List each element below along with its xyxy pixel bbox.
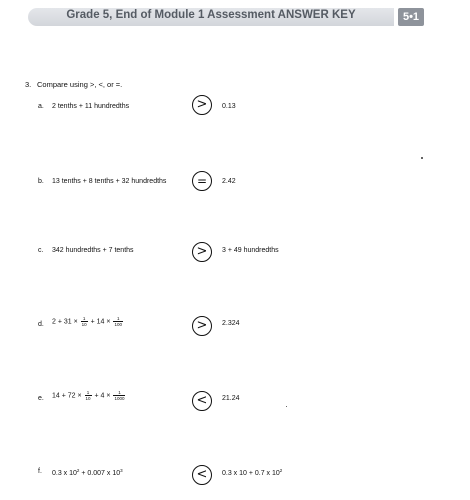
item-expression: 342 hundredths + 7 tenths <box>52 247 134 254</box>
fraction <box>113 316 123 327</box>
scan-speck <box>421 157 423 159</box>
expr-part: 2 + 31 × <box>52 318 78 326</box>
item-answer: 3 + 49 hundredths <box>222 247 279 254</box>
header-bar <box>28 8 394 26</box>
item-letter: f. <box>38 468 42 475</box>
fraction <box>113 390 125 401</box>
item-a <box>0 95 470 125</box>
exponent: 2 <box>279 468 283 473</box>
item-answer <box>222 468 282 477</box>
exponent: 3 <box>120 468 123 473</box>
expr-part: + 4 × <box>94 392 111 400</box>
item-letter: d. <box>38 321 44 328</box>
expr-part: + 0.007 x 10 <box>79 470 121 477</box>
module-badge: 5•1 <box>398 8 424 26</box>
item-expression: 13 tenths + 8 tenths + 32 hundredths <box>52 178 167 185</box>
item-answer: 2.324 <box>222 320 240 327</box>
item-expression <box>52 316 124 327</box>
fraction-numerator: 1 <box>113 390 125 396</box>
item-answer: 0.13 <box>222 103 236 110</box>
exponent: 2 <box>76 468 80 473</box>
fraction-denominator: 1000 <box>114 396 125 401</box>
fraction-denominator: 10 <box>85 396 91 401</box>
fraction-denominator: 100 <box>114 322 122 327</box>
page-title: Grade 5, End of Module 1 Assessment ANSWER KEY <box>66 9 356 21</box>
fraction-numerator: 1 <box>81 316 88 322</box>
item-e <box>0 385 470 415</box>
answer-part: 0.3 x 10 + 0.7 x 10 <box>222 470 280 477</box>
expr-part: 0.3 x 10 <box>52 470 77 477</box>
comparison-circle: > <box>192 316 212 336</box>
scan-speck <box>286 406 287 407</box>
fraction-numerator: 1 <box>85 390 92 396</box>
item-letter: b. <box>38 178 44 185</box>
item-f <box>0 460 470 490</box>
expr-part: + 14 × <box>90 318 111 326</box>
question-number: 3. <box>25 80 32 89</box>
comparison-circle: < <box>192 465 212 485</box>
item-b <box>0 170 470 200</box>
question-prompt: Compare using >, <, or =. <box>37 80 123 89</box>
item-expression: 2 tenths + 11 hundredths <box>52 103 130 110</box>
expr-part: 14 + 72 × <box>52 392 82 400</box>
fraction-denominator: 10 <box>81 322 87 327</box>
item-d <box>0 312 470 342</box>
item-letter: c. <box>38 247 44 254</box>
item-answer: 21.24 <box>222 395 240 402</box>
item-letter: a. <box>38 103 44 110</box>
comparison-circle: = <box>192 171 212 191</box>
comparison-circle: < <box>192 391 212 411</box>
item-c <box>0 239 470 269</box>
fraction <box>85 390 92 401</box>
item-expression <box>52 468 123 477</box>
comparison-circle: > <box>192 242 212 262</box>
fraction-numerator: 1 <box>113 316 123 322</box>
item-letter: e. <box>38 395 44 402</box>
fraction <box>81 316 88 327</box>
item-expression <box>52 390 126 401</box>
comparison-circle: > <box>192 95 212 115</box>
item-answer: 2.42 <box>222 178 236 185</box>
